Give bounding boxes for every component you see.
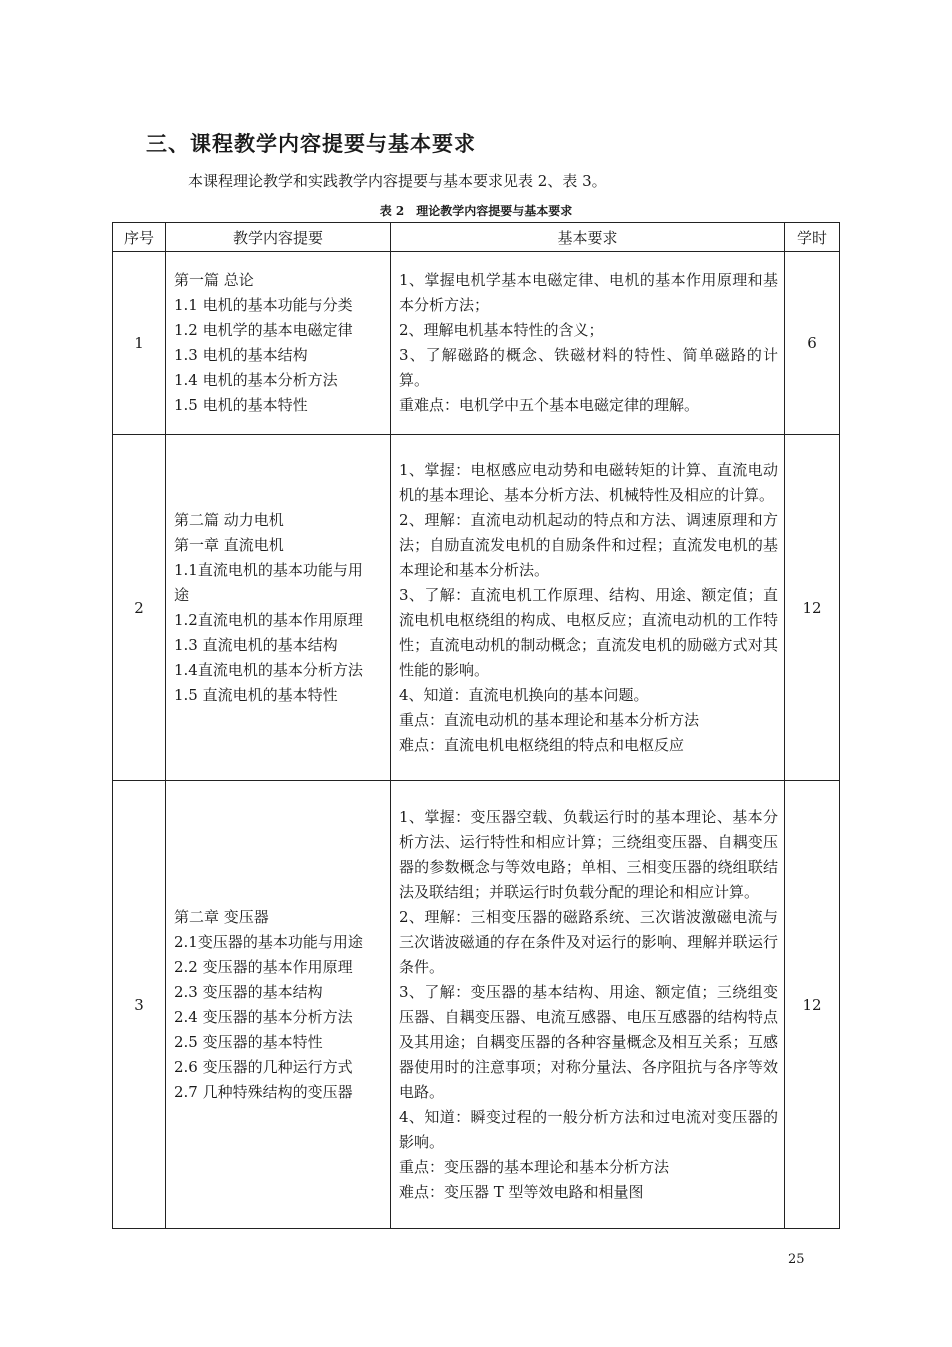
row-requirements [391, 435, 785, 781]
requirement-item: 1、掌握：电枢感应电动势和电磁转矩的计算、直流电动机的基本理论、基本分析方法、机械特性及相应的计算。 [399, 460, 778, 504]
requirement-item: 重点：变压器的基本理论和基本分析方法 [399, 1157, 670, 1176]
table-row [113, 781, 840, 1229]
requirement-item: 难点：变压器 T 型等效电路和相量图 [399, 1182, 644, 1201]
requirement-item: 1、掌握：变压器空载、负载运行时的基本理论、基本分析方法、运行特性和相应计算；三绕组变压器、自耦变压器的参数概念与等效电路；单相、三相变压器的绕组联结法及联结组；并联运行时负载分配的理论和相应计算。 [399, 807, 778, 901]
table-row [113, 252, 840, 435]
table-header-row [113, 223, 840, 252]
row-requirements [391, 252, 785, 435]
content-line: 第一章 直流电机 [174, 535, 284, 554]
requirement-item: 2、理解：直流电动机起动的特点和方法、调速原理和方法；自励直流发电机的自励条件和过程；直流发电机的基本理论和基本分析法。 [399, 510, 778, 579]
page-number: 25 [788, 1252, 805, 1267]
content-line: 1.2直流电机的基本作用原理 [174, 610, 363, 629]
content-line: 2.6 变压器的几种运行方式 [174, 1057, 353, 1076]
content-line: 途 [174, 585, 190, 604]
requirement-item: 3、了解：变压器的基本结构、用途、额定值；三绕组变压器、自耦变压器、电流互感器、电压互感器的结构特点及其用途；自耦变压器的各种容量概念及相互关系；互感器使用时的注意事项；对称分量法、各序阻抗与各序等效电路。 [399, 982, 778, 1101]
row-content [166, 252, 391, 435]
requirements-table [112, 222, 840, 1229]
requirement-item: 3、了解磁路的概念、铁磁材料的特性、简单磁路的计算。 [399, 346, 778, 389]
requirement-item: 4、知道：瞬变过程的一般分析方法和过电流对变压器的影响。 [399, 1107, 778, 1151]
content-line: 1.5 直流电机的基本特性 [174, 685, 338, 704]
header-hours: 学时 [785, 223, 840, 252]
requirement-item: 2、理解电机基本特性的含义； [399, 321, 604, 339]
header-no: 序号 [113, 223, 166, 252]
content-line: 2.2 变压器的基本作用原理 [174, 957, 353, 976]
intro-paragraph: 本课程理论教学和实践教学内容提要与基本要求见表 2、表 3。 [188, 172, 607, 190]
content-line: 2.1变压器的基本功能与用途 [174, 932, 363, 951]
requirement-item: 重点：直流电动机的基本理论和基本分析方法 [399, 710, 700, 729]
row-requirements [391, 781, 785, 1229]
content-line: 第一篇 总论 [174, 271, 254, 289]
content-line: 第二篇 动力电机 [174, 510, 284, 529]
row-number: 2 [113, 435, 166, 781]
requirement-item: 重难点：电机学中五个基本电磁定律的理解。 [399, 396, 700, 414]
row-hours: 12 [785, 781, 840, 1229]
requirement-item: 1、掌握电机学基本电磁定律、电机的基本作用原理和基本分析方法； [399, 271, 778, 314]
requirement-item: 3、了解：直流电机工作原理、结构、用途、额定值；直流电机电枢绕组的构成、电枢反应；直流电动机的工作特性；直流电动机的制动概念；直流发电机的励磁方式对其性能的影响。 [399, 585, 778, 679]
table-caption: 表 2 理论教学内容提要与基本要求 [379, 204, 573, 218]
content-line: 2.4 变压器的基本分析方法 [174, 1007, 353, 1026]
table-row [113, 435, 840, 781]
content-line: 1.3 电机的基本结构 [174, 346, 308, 364]
row-content [166, 781, 391, 1229]
row-hours: 6 [785, 252, 840, 435]
header-content: 教学内容提要 [166, 223, 391, 252]
content-line: 1.2 电机学的基本电磁定律 [174, 321, 353, 339]
row-number: 1 [113, 252, 166, 435]
content-line: 1.4直流电机的基本分析方法 [174, 660, 363, 679]
requirement-item: 2、理解：三相变压器的磁路系统、三次谐波激磁电流与三次谐波磁通的存在条件及对运行的影响、理解并联运行条件。 [399, 907, 778, 976]
header-requirements: 基本要求 [391, 223, 785, 252]
content-line: 1.1 电机的基本功能与分类 [174, 296, 353, 314]
row-number: 3 [113, 781, 166, 1229]
content-line: 1.1直流电机的基本功能与用 [174, 560, 363, 579]
section-heading: 三、课程教学内容提要与基本要求 [146, 132, 476, 156]
content-line: 2.7 几种特殊结构的变压器 [174, 1082, 353, 1101]
requirement-item: 4、知道：直流电机换向的基本问题。 [399, 685, 649, 704]
content-line: 1.5 电机的基本特性 [174, 396, 308, 414]
content-line: 第二章 变压器 [174, 907, 269, 926]
content-line: 2.5 变压器的基本特性 [174, 1032, 323, 1051]
content-line: 1.4 电机的基本分析方法 [174, 371, 338, 389]
requirement-item: 难点：直流电机电枢绕组的特点和电枢反应 [399, 735, 685, 754]
content-line: 2.3 变压器的基本结构 [174, 982, 323, 1001]
row-content [166, 435, 391, 781]
content-line: 1.3 直流电机的基本结构 [174, 635, 338, 654]
row-hours: 12 [785, 435, 840, 781]
